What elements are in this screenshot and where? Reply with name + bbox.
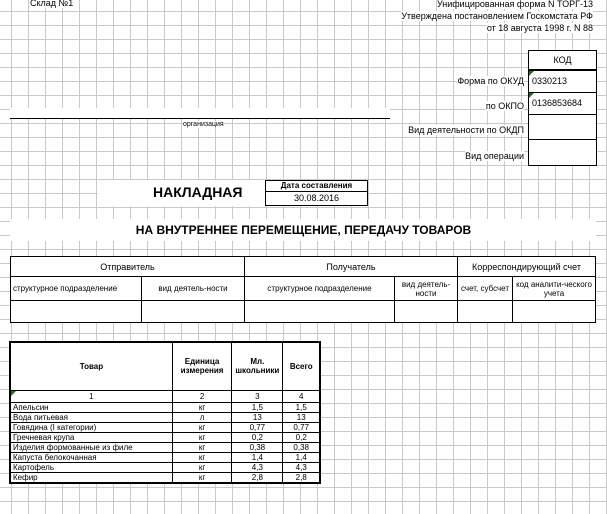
table-row[interactable] — [10, 462, 320, 472]
product-unit: кг — [172, 442, 231, 452]
product-total: 1,4 — [283, 452, 320, 462]
col-number-3: 3 — [232, 390, 283, 402]
table-row[interactable] — [10, 422, 320, 432]
product-unit: л — [172, 412, 231, 422]
cell-marker-icon — [529, 71, 534, 76]
subaccount-header: счет, субсчет — [458, 277, 513, 301]
sender-unit-header: структурное подразделение — [11, 277, 142, 301]
table-row[interactable] — [10, 412, 320, 422]
goods-header-total: Всего — [283, 342, 320, 390]
sender-activity-header: вид деятель-ности — [142, 277, 245, 301]
correspondence-table — [10, 256, 596, 323]
product-unit: кг — [172, 452, 231, 462]
sender-header: Отправитель — [11, 257, 245, 277]
receiver-activity-cell[interactable] — [395, 301, 458, 323]
table-row[interactable] — [10, 472, 320, 483]
okpo-value: 0136853684 — [532, 98, 583, 108]
okpo-cell[interactable] — [529, 92, 596, 114]
product-unit: кг — [172, 402, 231, 412]
product-qty[interactable]: 13 — [232, 412, 283, 422]
product-total: 4,3 — [283, 462, 320, 472]
analytics-header: код аналити-ческого учета — [513, 277, 596, 301]
product-name: Кефир — [10, 472, 172, 483]
product-name: Гречневая крупа — [10, 432, 172, 442]
document-title: НАКЛАДНАЯ — [153, 184, 243, 200]
okud-value: 0330213 — [532, 76, 568, 86]
goods-header-school: Мл. школьники — [232, 342, 283, 390]
operation-cell[interactable] — [529, 139, 596, 165]
product-total: 2,8 — [283, 472, 320, 483]
product-qty[interactable]: 0,77 — [232, 422, 283, 432]
okdp-cell[interactable] — [529, 114, 596, 139]
product-qty[interactable]: 1,5 — [232, 402, 283, 412]
product-total: 0,2 — [283, 432, 320, 442]
product-name: Изделия формованные из филе — [10, 442, 172, 452]
product-total: 0,77 — [283, 422, 320, 432]
form-line-3: от 18 августа 1998 г. N 88 — [486, 23, 593, 33]
goods-header-unit: Единица измерения — [172, 342, 231, 390]
product-qty[interactable]: 1,4 — [232, 452, 283, 462]
document-subtitle: НА ВНУТРЕННЕЕ ПЕРЕМЕЩЕНИЕ, ПЕРЕДАЧУ ТОВАРОВ — [135, 223, 472, 237]
col-number-1: 1 — [10, 390, 172, 402]
okud-cell[interactable] — [529, 69, 596, 92]
cell-marker-icon — [11, 391, 16, 396]
product-unit: кг — [172, 462, 231, 472]
col-number-2: 2 — [172, 390, 231, 402]
receiver-unit-cell[interactable] — [245, 301, 395, 323]
product-unit: кг — [172, 432, 231, 442]
warehouse-label[interactable]: Склад №1 — [30, 0, 74, 8]
product-qty[interactable]: 4,3 — [232, 462, 283, 472]
date-box — [265, 180, 368, 206]
date-label: Дата составления — [266, 181, 367, 192]
form-line-2: Утверждена постановлением Госкомстата РФ — [401, 11, 593, 21]
product-name: Картофель — [10, 462, 172, 472]
table-row[interactable] — [10, 442, 320, 452]
okpo-label: по ОКПО — [485, 101, 524, 111]
product-total: 0,38 — [283, 442, 320, 452]
organization-caption: организация — [183, 121, 224, 128]
product-name: Говядина (I категории) — [10, 422, 172, 432]
operation-label: Вид операции — [465, 151, 524, 161]
sender-activity-cell[interactable] — [142, 301, 245, 323]
analytics-cell[interactable] — [513, 301, 596, 323]
receiver-header: Получатель — [245, 257, 458, 277]
product-qty[interactable]: 2,8 — [232, 472, 283, 483]
product-unit: кг — [172, 472, 231, 483]
goods-table — [9, 341, 321, 484]
product-name: Капуста белокочанная — [10, 452, 172, 462]
organization-field[interactable] — [10, 108, 390, 119]
receiver-activity-header: вид деятель-ности — [395, 277, 458, 301]
okdp-label: Вид деятельности по ОКДП — [408, 125, 524, 135]
form-line-1: Унифицированная форма N ТОРГ-13 — [436, 0, 593, 9]
product-qty[interactable]: 0,38 — [232, 442, 283, 452]
table-row[interactable] — [10, 452, 320, 462]
cell-marker-icon — [529, 93, 534, 98]
product-qty[interactable]: 0,2 — [232, 432, 283, 442]
sender-unit-cell[interactable] — [11, 301, 142, 323]
product-unit: кг — [172, 422, 231, 432]
account-header: Корреспондирующий счет — [458, 257, 596, 277]
subaccount-cell[interactable] — [458, 301, 513, 323]
table-row[interactable] — [10, 402, 320, 412]
table-row[interactable] — [10, 432, 320, 442]
goods-header-product: Товар — [10, 342, 172, 390]
okud-label: Форма по ОКУД — [457, 76, 524, 86]
product-total: 1,5 — [283, 402, 320, 412]
col-number-4: 4 — [283, 390, 320, 402]
product-total: 13 — [283, 412, 320, 422]
code-box — [528, 50, 597, 166]
product-name: Апельсин — [10, 402, 172, 412]
receiver-unit-header: структурное подразделение — [245, 277, 395, 301]
date-value[interactable]: 30.08.2016 — [293, 193, 340, 203]
code-header: КОД — [553, 55, 572, 65]
product-name: Вода питьевая — [10, 412, 172, 422]
